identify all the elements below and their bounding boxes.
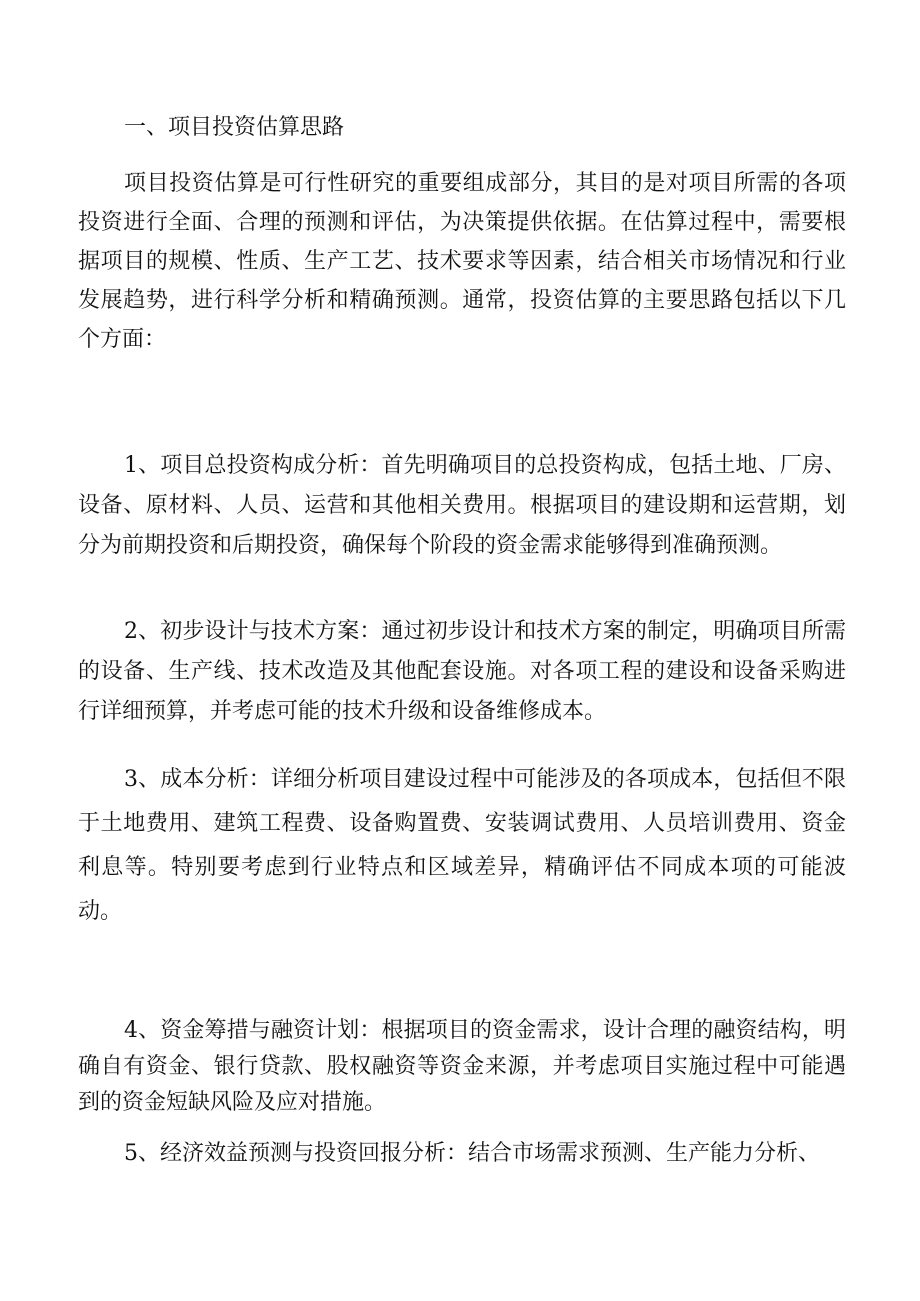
paragraph-item-2: 2、初步设计与技术方案：通过初步设计和技术方案的制定，明确项目所需的设备、生产线、技术改造及其他配套设施。对各项工程的建设和设备采购进行详细预算，并考虑可能的技术升级和设备维修成本。: [78, 619, 846, 724]
paragraph-item-4: 4、资金筹措与融资计划：根据项目的资金需求，设计合理的融资结构，明确自有资金、银行贷款、股权融资等资金来源，并考虑项目实施过程中可能遇到的资金短缺风险及应对措施。: [78, 1018, 846, 1115]
paragraph-item-1: 1、项目总投资构成分析：首先明确项目的总投资构成，包括土地、厂房、设备、原材料、人员、运营和其他相关费用。根据项目的建设期和运营期，划分为前期投资和后期投资，确保每个阶段的资金需求能够得到准确预测。: [78, 453, 846, 558]
paragraph-item-3: 3、成本分析：详细分析项目建设过程中可能涉及的各项成本，包括但不限于土地费用、建筑工程费、设备购置费、安装调试费用、人员培训费用、资金利息等。特别要考虑到行业特点和区域差异，精确评估不同成本项的可能波动。: [78, 767, 846, 924]
intro-paragraph: 项目投资估算是可行性研究的重要组成部分，其目的是对项目所需的各项投资进行全面、合理的预测和评估，为决策提供依据。在估算过程中，需要根据项目的规模、性质、生产工艺、技术要求等因素，结合相关市场情况和行业发展趋势，进行科学分析和精确预测。通常，投资估算的主要思路包括以下几个方面：: [78, 171, 846, 352]
section-heading: 一、项目投资估算思路: [124, 115, 345, 140]
paragraph-item-5: 5、经济效益预测与投资回报分析：结合市场需求预测、生产能力分析、: [124, 1141, 820, 1166]
